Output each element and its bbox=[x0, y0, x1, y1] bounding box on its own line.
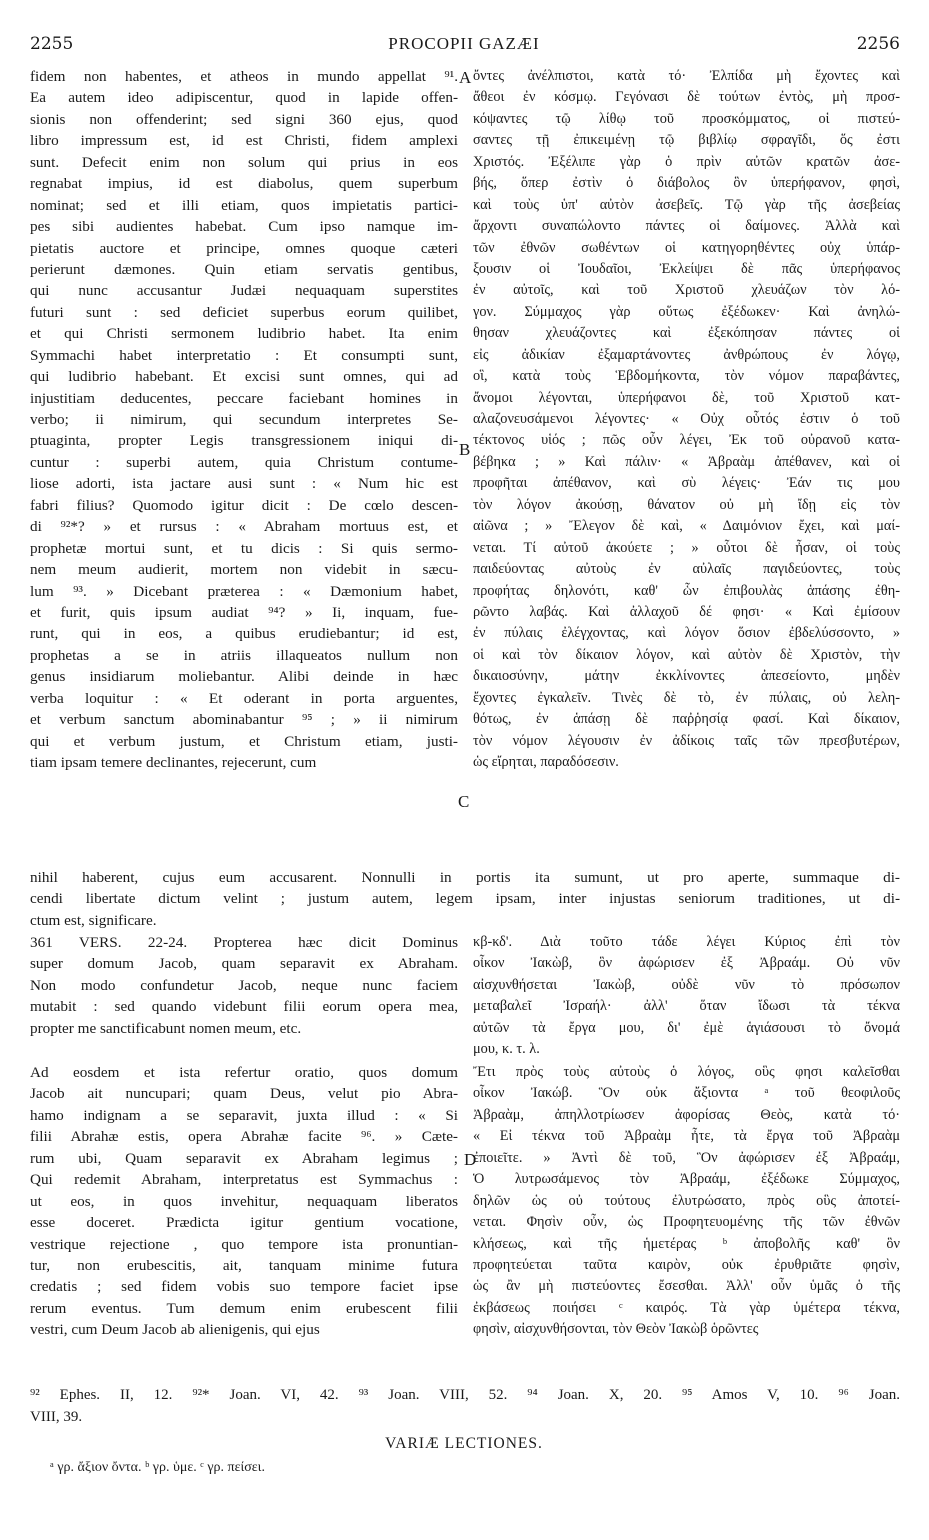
text-line: θότως, ἐν ἁπάσῃ δὲ παῤῥησίᾳ φασί. Καὶ δίκαιον, bbox=[473, 711, 900, 728]
text-line: ἐκβάσεως ποιήσει ᶜ καιρός. Τὰ γὰρ ὑμέτερα τέκνα, bbox=[473, 1299, 900, 1316]
text-line: παιδεύοντας αὐτοὺς ἐν αὐλαῖς παγιδεύοντες, τοὺς bbox=[473, 561, 900, 578]
text-line: νεται. Τί αὐτοῦ ἀκούετε ; » οὗτοι δὲ ἦσαν, οἱ τοὺς bbox=[473, 539, 900, 556]
text-line: προφήτας δηλονότι, καθ' ὧν ἐπιβουλὰς ἁπάσης ἐθη- bbox=[473, 582, 900, 599]
text-line: tur, non erubescitis, ait, tanquam minime futura bbox=[30, 1256, 458, 1274]
text-line: ρῶντο λαβάς. Καὶ ἀλλαχοῦ δέ φησι· « Καὶ ἐμίσουν bbox=[473, 603, 900, 620]
text-line: injustitiam deducentes, peccare faciebant homines in bbox=[30, 389, 458, 407]
text-line: esse doceret. Prædicta igitur gentium vocatione, bbox=[30, 1214, 458, 1232]
text-line: super domum Jacob, quam separavit ex Abraham. bbox=[30, 955, 458, 973]
text-line: verba loquitur : « Et oderant in porta arguentes, bbox=[30, 689, 458, 707]
text-line: αἰσχυνθήσεται Ἰακὼβ, οὐδὲ νῦν τὸ πρόσωπον bbox=[473, 976, 900, 993]
section-marker-c: C bbox=[458, 792, 470, 811]
text-line: ἔχοντες ἐγκαλεῖν. Τινὲς δὲ τὸ, ἐν πύλαις, οὐ λελη- bbox=[473, 689, 900, 706]
greek-verse-heading bbox=[473, 932, 900, 1061]
text-line: propter me sanctificabunt nomen meum, etc. bbox=[30, 1019, 302, 1037]
latin-verse-heading bbox=[30, 932, 458, 1039]
text-line: ἐποιεῖτε. » Ἀντὶ δὲ τοῦ, Ὃν ἀφώρισεν ἐξ Ἀβραάμ, bbox=[473, 1149, 900, 1166]
text-line: et furit, quis ipsum audiat ⁹⁴? » Ii, inquam, fue- bbox=[30, 603, 458, 621]
text-line: pietatis auctore et principe, omnes quoque cæteri bbox=[30, 239, 458, 257]
text-line: καὶ τοὺς ὑπ' αὐτὸν ἀσεβεῖς. Τῷ γὰρ τῆς ἀσεβείας bbox=[473, 196, 900, 213]
text-line: libro impressum est, id est Christi, fidem amplexi bbox=[30, 132, 458, 150]
text-line: ut eos, in quos invehitur, nequaquam liberatos bbox=[30, 1192, 458, 1210]
text-line: di ⁹²*? » et rursus : « Abraham mortuus est, et bbox=[30, 518, 458, 536]
latin-column-2 bbox=[30, 1062, 458, 1341]
text-line: rerum eventus. Tum demum enim erubescent filii bbox=[30, 1299, 458, 1317]
text-line: runt, qui in eos, a quibus erudiebantur; id est, bbox=[30, 625, 458, 643]
footnote-line: ⁹² Ephes. II, 12. ⁹²* Joan. VI, 42. ⁹³ Joan. VIII, 52. ⁹⁴ Joan. X, 20. ⁹⁵ Amos V, 10. ⁹⁶ Joan. bbox=[30, 1387, 900, 1403]
page-number-right: 2256 bbox=[856, 34, 900, 54]
greek-column-1 bbox=[473, 66, 900, 773]
text-line: credatis ; sed fidem vobis suo tempore faciet ipse bbox=[30, 1278, 458, 1296]
text-line: ξουσιν οἱ Ἰουδαῖοι, Ἐκλείψει δὲ πᾶς ὑπερήφανος bbox=[473, 260, 900, 277]
text-line: θησαν χλευάζοντες καὶ ἐξεκόπησαν πάντες οἱ bbox=[473, 325, 900, 342]
latin-column-1 bbox=[30, 66, 458, 773]
text-line: ὡς εἴρηται, παραδόσεσιν. bbox=[473, 754, 619, 770]
text-line: Qui redemit Abraham, interpretatus est Symmachus : bbox=[30, 1171, 458, 1189]
running-header bbox=[28, 30, 900, 60]
text-line: τέκτονος υἱός ; πῶς οὖν λέγει, Ἐκ τοῦ οὐρανοῦ κατα- bbox=[473, 432, 900, 449]
footnotes bbox=[30, 1384, 900, 1428]
text-line: cendi libertate dictum velint ; justum autem, legem ipsam, inter injustas seniorum traditiones, ut di- bbox=[30, 890, 900, 908]
text-line: προφῆται ἀπέθανον, καὶ σὺ λέγεις· Ἐάν τις μου bbox=[473, 475, 900, 492]
text-line: ἄνομοι λέγονται, ὑπερήφανοι δὲ, τοῦ Χριστοῦ κατ- bbox=[473, 389, 900, 406]
variae-lectiones-heading: VARIÆ LECTIONES. bbox=[385, 1435, 543, 1452]
text-line: αὐτῶν τὰ ἔργα μου, δι' ἐμὲ ἁγιάσουσι τὸ ὄνομά bbox=[473, 1019, 900, 1036]
page bbox=[28, 24, 900, 1514]
text-line: et verbum sanctum abominabantur ⁹⁵ ; » ii nimirum bbox=[30, 711, 458, 729]
text-line: qui et verbum justum, et Christum etiam, justi- bbox=[30, 732, 458, 750]
text-line: regnabat impius, id est diabolus, quem superbum bbox=[30, 175, 458, 193]
page-number-left: 2255 bbox=[30, 34, 74, 54]
text-line: fabri filius? Quomodo igitur dicit : De cœlo descen- bbox=[30, 496, 458, 514]
text-line: γον. Σύμμαχος γὰρ οὕτως ἐξέδωκεν· Καὶ ἀνηλώ- bbox=[473, 303, 900, 320]
text-line: et qui Christi sermonem ludibrio habet. Ita enim bbox=[30, 325, 458, 343]
text-line: Non modo confundetur Jacob, neque nunc faciem bbox=[30, 976, 458, 994]
text-line: ὄντες ἀνέλπιστοι, κατὰ τό· Ἐλπίδα μὴ ἔχοντες καὶ bbox=[473, 68, 900, 84]
text-line: Ἀβραὰμ, ἀπηλλοτρίωσεν ἀφορίσας Θεὸς, κατὰ τό· bbox=[473, 1106, 900, 1123]
text-line: filii Abrahæ estis, opera Abrahæ facite ⁹⁶. » Cæte- bbox=[30, 1128, 458, 1146]
text-line: vestrique rejectione , quo tempore ista pronuntian- bbox=[30, 1235, 458, 1253]
text-line: τὸν λόγον ἀκούσῃ, θάνατον οὐ μὴ ἴδῃ εἰς τὸν bbox=[473, 496, 900, 513]
text-line: κλήσεως, καὶ τῆς ἡμετέρας ᵇ ἀποβολῆς καθ' ὃν bbox=[473, 1235, 900, 1252]
text-line: ἐν πύλαις ἐλέγχοντας, καὶ λόγον ὅσιον ἐβδελύσσοντο, » bbox=[473, 625, 900, 642]
text-line: hamo indignam a se separavit, juxta illud : « Si bbox=[30, 1106, 458, 1124]
text-line: vestri, cum Deum Jacob ab alienigenis, qui ejus bbox=[30, 1321, 320, 1339]
full-width-paragraph bbox=[30, 867, 900, 931]
text-line: κβ-κδ'. Διὰ τοῦτο τάδε λέγει Κύριος ἐπὶ τὸν bbox=[473, 934, 900, 950]
text-line: lum ⁹³. » Dicebant præterea : « Dæmonium habet, bbox=[30, 582, 458, 600]
text-line: ctum est, significare. bbox=[30, 911, 157, 929]
greek-column-2 bbox=[473, 1062, 900, 1341]
text-line: σαντες τῇ ἐπικειμένῃ τῷ βιβλίῳ σφραγῖδι, ὅς ἐστι bbox=[473, 132, 900, 149]
text-line: εἰς ἀδικίαν ἐξαμαρτάνοντες ἀνθρώπους ἐν λόγῳ, bbox=[473, 346, 900, 363]
text-line: ἄρχοντι συναπώλοντο πάντες οἱ δαίμονες. Ἀλλὰ καὶ bbox=[473, 218, 900, 235]
text-line: rum ubi, Quam separavit ex Abraham legimus ; bbox=[30, 1149, 458, 1167]
text-line: Ὁ λυτρωσάμενος τὸν Ἀβραάμ, ἐξέδωκε Σύμμαχος, bbox=[473, 1171, 900, 1188]
text-line: prophetæ mortui sunt, et tu dicis : Si quis sermo- bbox=[30, 539, 458, 557]
text-line: mutabit : sed quando videbunt filii eorum opera mea, bbox=[30, 998, 458, 1016]
text-line: Ea autem ideo adipiscentur, quod in lapide offen- bbox=[30, 89, 458, 107]
variae-lectiones-line: ᵃ γρ. ἄξιον ὄντα. ᵇ γρ. ὑμε. ᶜ γρ. πείσει. bbox=[50, 1460, 265, 1475]
text-line: « Εἰ τέκνα τοῦ Ἀβραὰμ ἦτε, τὰ ἔργα τοῦ Ἀβραὰμ bbox=[473, 1128, 900, 1145]
text-line: αλαζονευσάμενοι λέγοντες· « Οὐχ οὗτός ἐστιν ὁ τοῦ bbox=[473, 411, 900, 427]
running-title: PROCOPII GAZÆI bbox=[388, 34, 540, 53]
text-line: φησὶν, αἰσχυνθήσονται, τὸν Θεὸν Ἰακὼβ ὁρῶντες bbox=[473, 1321, 759, 1338]
text-line: nihil haberent, cujus eum accusarent. Nonnulli in portis ita sumunt, ut pro aperte, summaque di- bbox=[30, 869, 900, 886]
text-line: Jacob ait nuncupari; quam Deus, velut pio Abra- bbox=[30, 1085, 458, 1103]
text-line: Χριστός. Ἐξέλιπε γὰρ ὁ πρὶν αὐτῶν κρατῶν ἀσε- bbox=[473, 153, 900, 170]
text-line: Ad eosdem et ista refertur oratio, quos domum bbox=[30, 1064, 458, 1081]
text-line: liose adorti, ista jactare ausi sunt : « Num hic est bbox=[30, 475, 458, 493]
text-line: futuri sunt : sed deficiet superbus eorum quilibet, bbox=[30, 303, 458, 321]
text-line: βέβηκα ; » Καὶ πάλιν· « Ἀβραὰμ ἀπέθανεν, καὶ οἱ bbox=[473, 453, 900, 470]
text-line: tiam ipsam temere declinantes, rejecerunt, cum bbox=[30, 754, 317, 771]
text-line: verbo; ii nimirum, qui secundum interpretes Se- bbox=[30, 411, 458, 428]
text-line: δικαιοσύνην, μάτην ἐκκλίνοντες ἀπεσείοντο, μηδὲν bbox=[473, 668, 900, 685]
text-line: Symmachi habet interpretatio : Et consumpti sunt, bbox=[30, 346, 458, 364]
text-line: fidem non habentes, et atheos in mundo appellat ⁹¹. bbox=[30, 68, 458, 85]
text-line: ἄθεοι ἐν κόσμῳ. Γεγόνασι δὲ τούτων ἐντὸς, μὴ προσ- bbox=[473, 89, 900, 106]
section-marker-b: B bbox=[459, 440, 471, 459]
text-line: ὡς ἂν μὴ πιστεύοντες ἔσεσθαι. Ἀλλ' οὖν ὑμᾶς ὁ τῆς bbox=[473, 1278, 900, 1295]
text-line: νεται. Φησὶν οὖν, ὡς Προφητευομένης τῆς τῶν ἐθνῶν bbox=[473, 1214, 900, 1231]
text-line: cuntur : superbi autem, quia Christum contume- bbox=[30, 453, 458, 471]
text-line: nem meum audierit, mortem non videbit in sæcu- bbox=[30, 561, 458, 579]
text-line: pes sibi audientes habebat. Cum ipso namque im- bbox=[30, 218, 458, 236]
text-line: qui nunc accusantur Judæi nequaquam superstites bbox=[30, 282, 458, 300]
text-line: genus insidiarum moliebantur. Alibi deinde in hæc bbox=[30, 668, 458, 686]
text-line: τῶν ἐθνῶν σωθέντων οἱ κατηγορηθέντες οὐχ ὑπάρ- bbox=[473, 239, 900, 256]
text-line: οἶκον Ἰακὼβ, ὃν ἀφώρισεν ἐξ Ἀβραάμ. Οὐ νῦν bbox=[473, 955, 900, 972]
text-line: ἐν αὐτοῖς, καὶ τοῦ Χριστοῦ χλευάζων τὸν λό- bbox=[473, 282, 900, 299]
text-line: οἳ, κατὰ τοὺς Ἑβδομήκοντα, τὸν νόμον παραβάντες, bbox=[473, 368, 900, 385]
section-marker-d: D bbox=[464, 1150, 477, 1169]
footnote-line: VIII, 39. bbox=[30, 1409, 83, 1425]
text-line: μεταβαλεῖ Ἰσραήλ· ἀλλ' ὅταν ἴδωσι τὰ τέκνα bbox=[473, 998, 900, 1015]
text-line: μου, κ. τ. λ. bbox=[473, 1041, 540, 1058]
text-line: βής, ὅπερ ἐστὶν ὁ διάβολος ὃν ὑπερήφανον, φησὶ, bbox=[473, 175, 900, 192]
text-line: 361 VERS. 22-24. Propterea hæc dicit Dominus bbox=[30, 934, 458, 951]
text-line: αἰῶνα ; » Ἔλεγον δὲ καὶ, « Δαιμόνιον ἔχει, καὶ μαί- bbox=[473, 518, 900, 535]
text-line: δηλῶν ὡς οὐ τούτους ἐλυτρώσατο, πρὸς οὓς ἀποτεί- bbox=[473, 1192, 900, 1209]
text-line: prophetas a se in atriis illaqueatos nullum non bbox=[30, 646, 458, 664]
text-line: οἱ καὶ τὸν δίκαιον λόγον, καὶ αὐτὸν δὲ Χριστὸν, τὴν bbox=[473, 646, 900, 663]
text-line: ptuaginta, propter Legis transgressionem iniqui di- bbox=[30, 432, 458, 450]
text-line: οἶκον Ἰακώβ. Ὃν οὐκ ἄξιοντα ᵃ τοῦ θεοφιλοῦς bbox=[473, 1085, 900, 1102]
text-line: qui ludibrio habebant. Et excisi sunt omnes, qui ad bbox=[30, 368, 458, 386]
text-line: perierunt dæmones. Quin etiam servatis gentibus, bbox=[30, 260, 458, 278]
text-line: Ἔτι πρὸς τοὺς αὐτοὺς ὁ λόγος, οὓς φησι καλεῖσθαι bbox=[473, 1064, 900, 1080]
text-line: τὸν νόμον λέγουσιν ἐν ἀδίκοις ταῖς τῶν πρεσβυτέρων, bbox=[473, 732, 900, 749]
text-line: nominat; sed et illi etiam, quos impietatis partici- bbox=[30, 196, 458, 214]
text-line: κόψαντες τῷ λίθῳ τοῦ προσκόμματος, οἱ πιστεύ- bbox=[473, 110, 900, 127]
text-line: sionis non offenderint; sed signi 360 ejus, quod bbox=[30, 110, 458, 128]
text-line: sunt. Defecit enim non solum qui prius in eos bbox=[30, 153, 458, 171]
section-marker-a: A bbox=[459, 68, 472, 87]
text-line: προφητεύεται ταῦτα καιρὸν, οὐκ ἐρυθριᾶτε φησὶν, bbox=[473, 1256, 900, 1273]
